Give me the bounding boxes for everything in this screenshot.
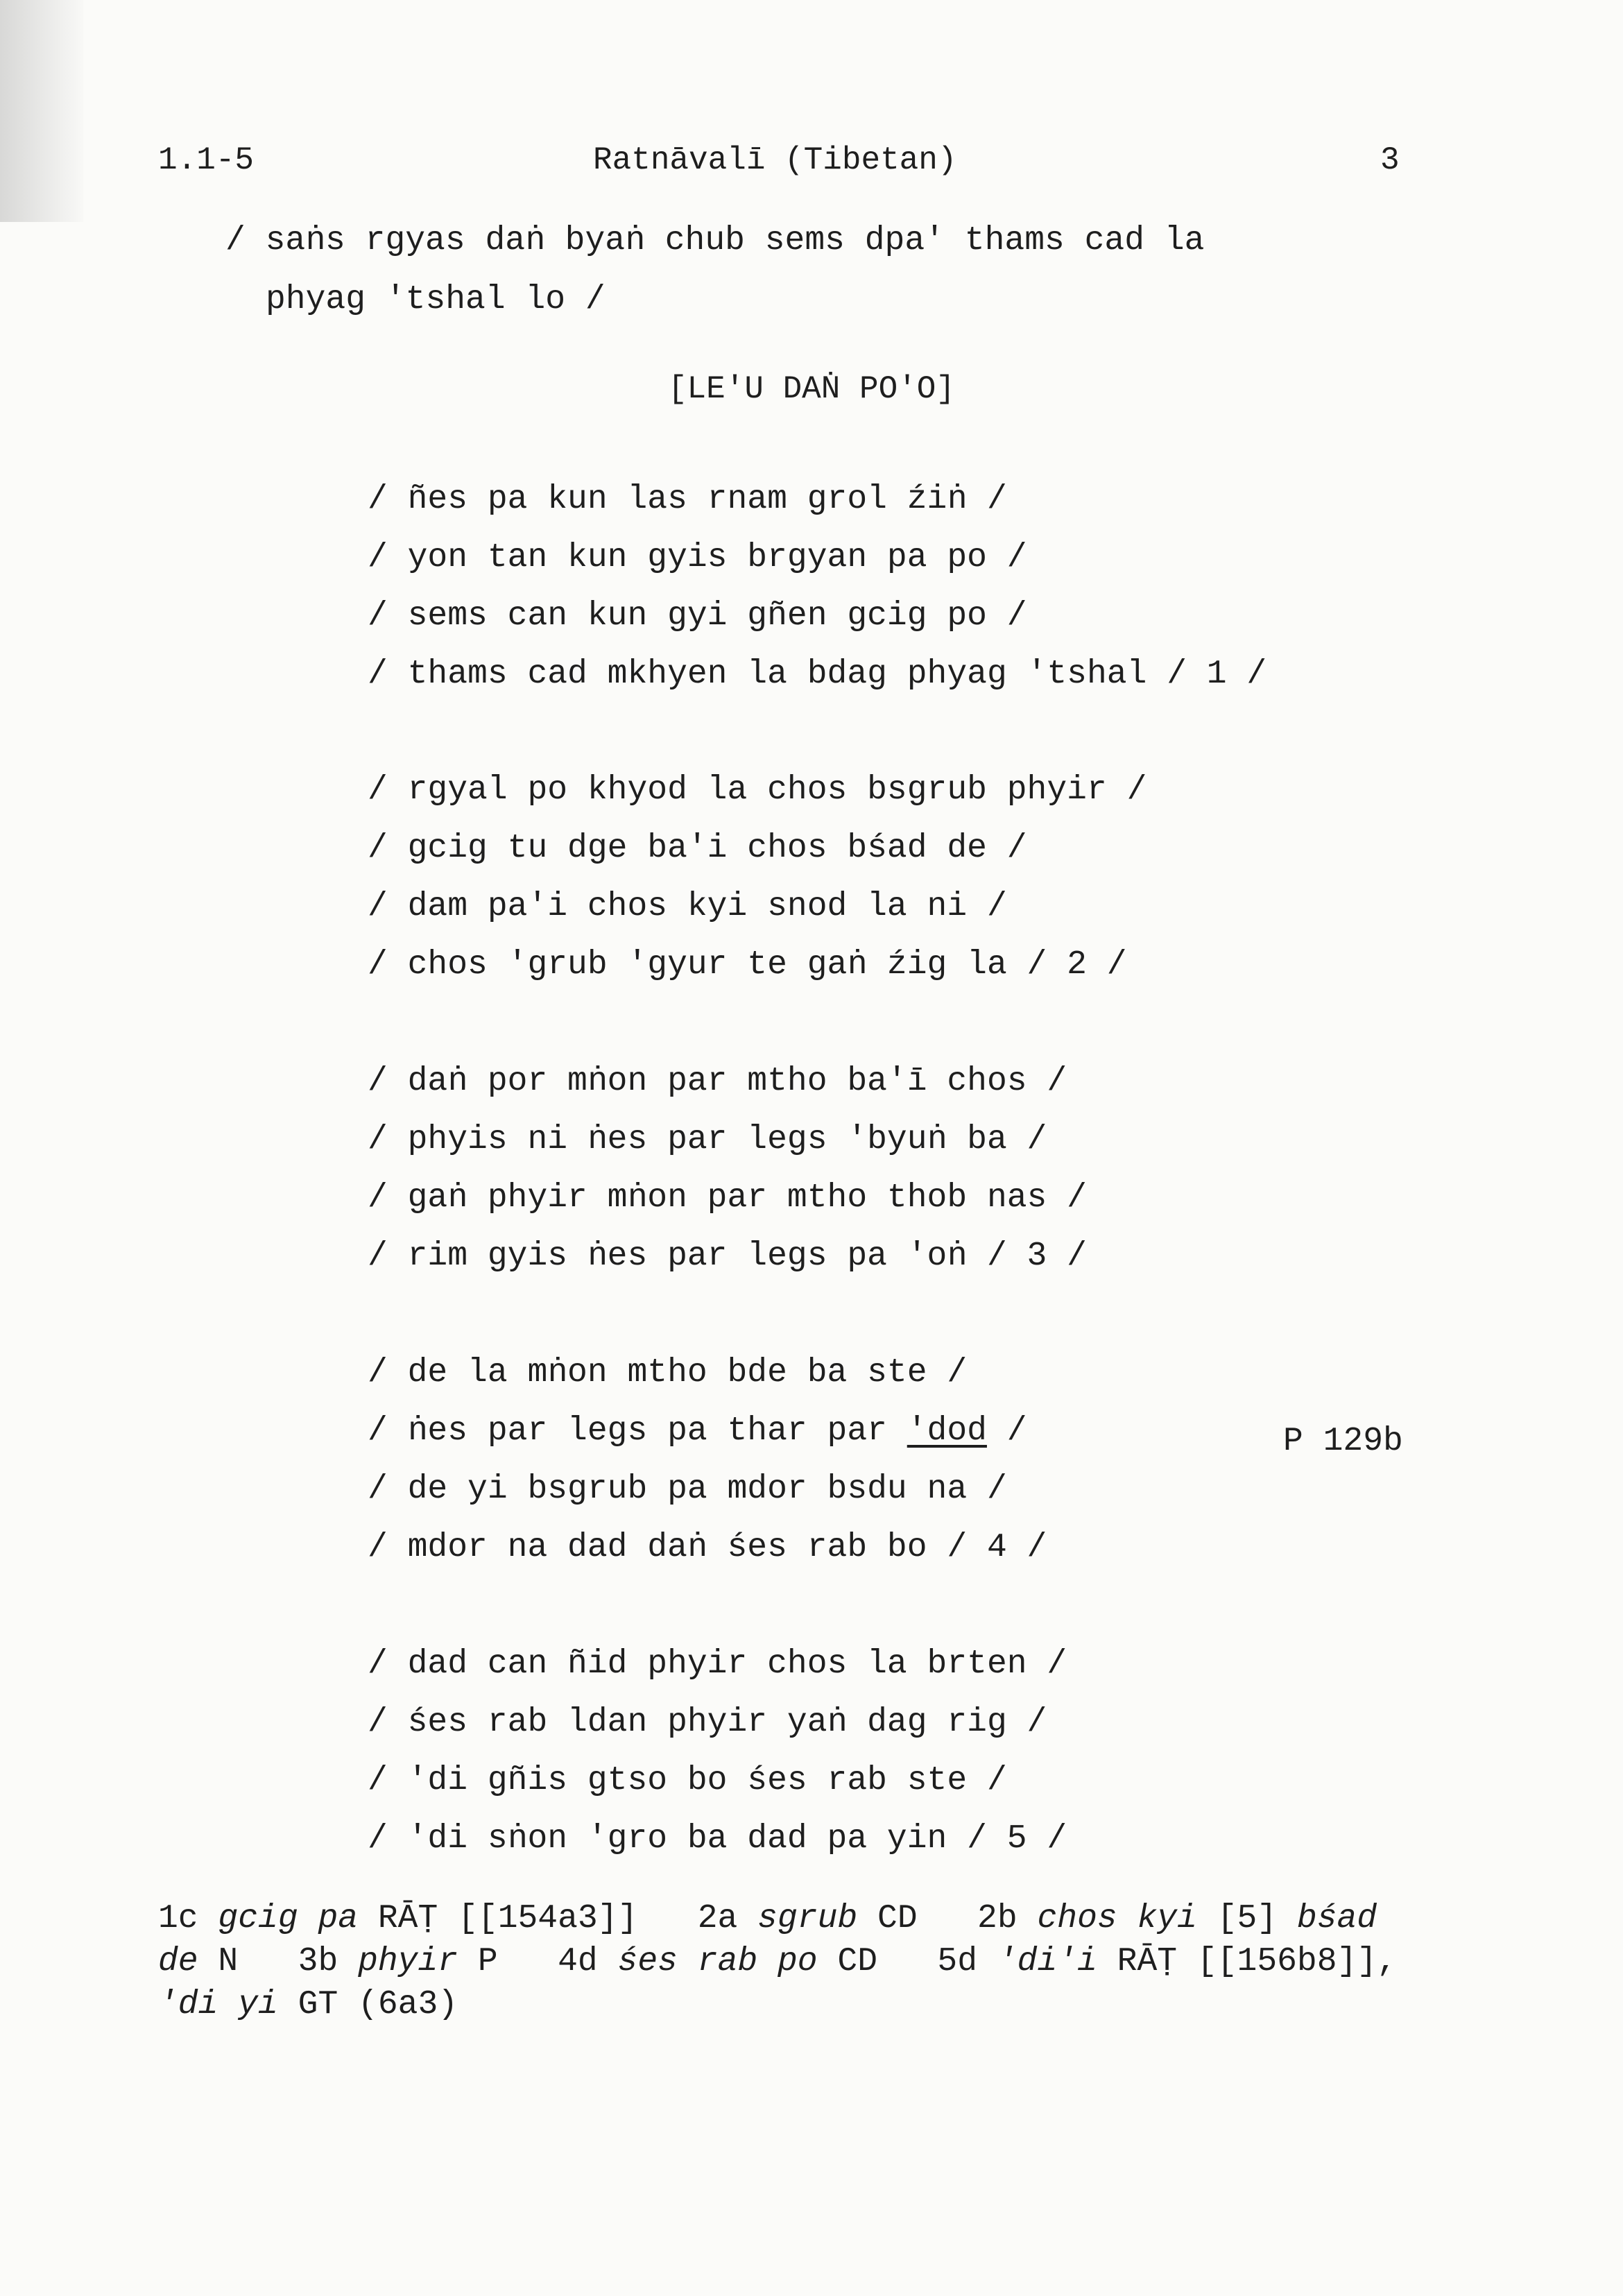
page-title: Ratnāvalī (Tibetan) bbox=[593, 142, 957, 178]
note-reading: bśad bbox=[1296, 1900, 1377, 1937]
verse-line: / dam pa'i chos kyi snod la ni / bbox=[368, 888, 1007, 925]
verse-line: / rgyal po khyod la chos bsgrub phyir / bbox=[368, 771, 1147, 809]
note-id: 4d bbox=[558, 1943, 618, 1980]
footnotes bbox=[158, 1897, 1397, 2026]
verse-line: / sems can kun gyi gñen gcig po / bbox=[368, 597, 1027, 635]
note-id: 2a bbox=[697, 1900, 758, 1937]
intro-line-1: / saṅs rgyas daṅ byaṅ chub sems dpa' thams cad la bbox=[225, 222, 1205, 259]
note-id: 3b bbox=[298, 1943, 359, 1980]
note-reading: sgrub bbox=[757, 1900, 858, 1937]
verse-text: / ṅes par legs pa thar par bbox=[368, 1412, 907, 1450]
note-source: CD bbox=[817, 1943, 938, 1980]
section-number: 1.1-5 bbox=[158, 142, 255, 178]
note-reading: chos kyi bbox=[1037, 1900, 1197, 1937]
verse-line: / dad can ñid phyir chos la brten / bbox=[368, 1645, 1067, 1683]
verse-5 bbox=[368, 1645, 1067, 1878]
verse-line: / de yi bsgrub pa mdor bsdu na / bbox=[368, 1471, 1007, 1508]
note-source: P bbox=[458, 1943, 558, 1980]
verse-text: / bbox=[986, 1412, 1027, 1450]
chapter-heading: [LE'U DAṄ PO'O] bbox=[667, 371, 956, 407]
verse-line: / 'di sṅon 'gro ba dad pa yin / 5 / bbox=[368, 1820, 1067, 1858]
note-source: RĀṬ [[154a3]] bbox=[358, 1900, 698, 1937]
note-reading: 'di'i bbox=[997, 1943, 1097, 1980]
intro-line-2: phyag 'tshal lo / bbox=[266, 281, 606, 318]
verse-1 bbox=[368, 481, 1266, 714]
page-number: 3 bbox=[1380, 142, 1400, 178]
verse-line: / yon tan kun gyis brgyan pa po / bbox=[368, 539, 1027, 576]
verse-line: / de la mṅon mtho bde ba ste / bbox=[368, 1354, 968, 1391]
note-source: RĀṬ [[156b8]], bbox=[1097, 1943, 1397, 1980]
verse-line: / rim gyis ṅes par legs pa 'oṅ / 3 / bbox=[368, 1237, 1087, 1275]
verse-line: / thams cad mkhyen la bdag phyag 'tshal / 1 / bbox=[368, 656, 1267, 693]
verse-line: / 'di gñis gtso bo śes rab ste / bbox=[368, 1762, 1007, 1799]
note-source: GT (6a3) bbox=[277, 1986, 458, 2023]
note-id: 5d bbox=[937, 1943, 997, 1980]
verse-line: / śes rab ldan phyir yaṅ dag rig / bbox=[368, 1704, 1047, 1741]
verse-line: / phyis ni ṅes par legs 'byuṅ ba / bbox=[368, 1121, 1047, 1158]
margin-reference: P 129b bbox=[1283, 1423, 1403, 1460]
verse-line: / mdor na dad daṅ śes rab bo / 4 / bbox=[368, 1529, 1047, 1566]
verse-line: / chos 'grub 'gyur te gaṅ źig la / 2 / bbox=[368, 946, 1127, 984]
note-reading: phyir bbox=[358, 1943, 458, 1980]
note-id: 1c bbox=[158, 1900, 218, 1937]
verse-line: / daṅ por mṅon par mtho ba'ī chos / bbox=[368, 1063, 1067, 1100]
verse-4 bbox=[368, 1354, 1047, 1587]
note-reading: de bbox=[158, 1943, 198, 1980]
note-source: [5] bbox=[1196, 1900, 1297, 1937]
underlined-word: 'dod bbox=[907, 1412, 987, 1450]
note-source: CD bbox=[857, 1900, 978, 1937]
note-reading: gcig pa bbox=[218, 1900, 359, 1937]
note-id: 2b bbox=[977, 1900, 1038, 1937]
verse-2 bbox=[368, 771, 1147, 1004]
note-source: N bbox=[198, 1943, 298, 1980]
verse-line: / gaṅ phyir mṅon par mtho thob nas / bbox=[368, 1179, 1087, 1217]
scan-shadow bbox=[0, 0, 83, 222]
verse-line: / gcig tu dge ba'i chos bśad de / bbox=[368, 830, 1027, 867]
verse-3 bbox=[368, 1063, 1087, 1296]
note-reading: śes rab po bbox=[617, 1943, 818, 1980]
note-reading: 'di yi bbox=[158, 1986, 278, 2023]
verse-line: / ñes pa kun las rnam grol źiṅ / bbox=[368, 481, 1007, 518]
verse-line bbox=[368, 1412, 1047, 1471]
